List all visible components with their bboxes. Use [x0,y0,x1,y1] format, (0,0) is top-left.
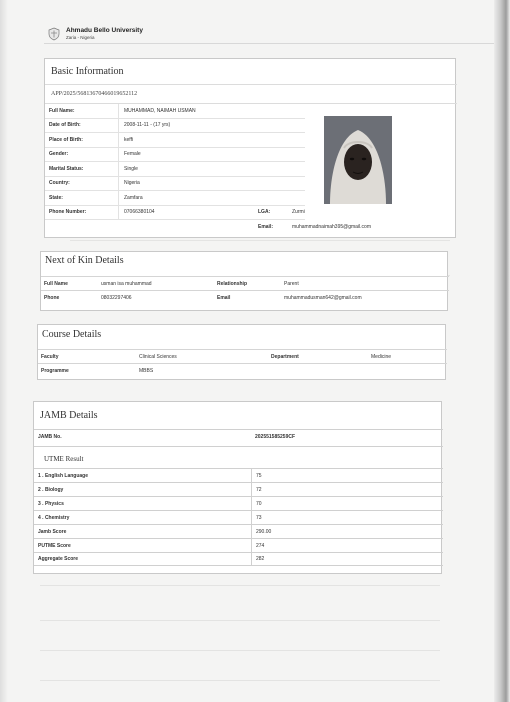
field-label: State: [49,194,63,201]
email-field [258,224,371,230]
table-row [34,482,443,496]
next-of-kin-table [41,276,449,304]
table-row [34,510,443,524]
next-of-kin-title: Next of Kin Details [45,255,124,266]
subject-label: 4 . Chemistry [38,514,70,521]
date-of-birth-value: 2008-11-11 - (17 yrs) [118,119,305,133]
phone-number-value: 07066380104 [118,206,305,220]
applicant-photo-icon [324,116,392,204]
table-row [45,191,305,206]
lga-field [258,209,305,215]
table-row [41,276,449,290]
kin-phone-label: Phone [44,294,60,301]
field-label: Phone Number: [49,209,87,216]
full-name-value: MUHAMMAD, NAIMAH USMAN [118,104,305,118]
field-label: Place of Birth: [49,136,83,143]
field-label: Marital Status: [49,165,84,172]
scan-edge-left [0,0,8,702]
marital-status-value: Single [118,162,305,176]
email-label: Email: [258,224,274,230]
kin-email-value: muhammadusman642@gmail.com [284,294,362,301]
course-details-title: Course Details [42,329,102,340]
divider [45,84,457,85]
table-row [45,162,305,177]
jamb-details-card [33,401,442,574]
next-of-kin-card [40,251,448,311]
subject-score: 75 [251,469,443,482]
header-divider [44,43,494,44]
subject-score: 73 [251,511,443,524]
utme-result-label: UTME Result [44,455,84,463]
university-name: Ahmadu Bello University [66,27,143,34]
field-label: Gender: [49,151,69,158]
basic-information-title: Basic Information [51,66,124,77]
place-of-birth-value: keffi [118,133,305,147]
programme-value: MBBS [139,367,154,374]
field-label: Date of Birth: [49,122,81,129]
jamb-no-label: JAMB No. [38,434,62,440]
lga-label: LGA: [258,209,271,215]
table-row [45,119,305,134]
university-crest-icon [47,27,61,41]
table-row [34,524,443,538]
faculty-value: Clinical Sciences [139,353,177,360]
email-value: muhammadnaimah395@gmail.com [292,224,371,230]
gender-value: Female [118,148,305,162]
kin-phone-value: 08032297406 [101,294,132,301]
table-row [34,468,443,482]
table-row [34,446,443,464]
table-row [45,177,305,192]
subject-label: 1 . English Language [38,472,89,479]
putme-score-value: 274 [251,539,443,552]
applicant-passport-photo [324,116,392,204]
course-details-card [37,324,446,380]
aggregate-score-value: 282 [251,553,443,565]
university-header [47,27,143,41]
subject-score: 70 [251,497,443,510]
scan-edge-right [494,0,510,702]
university-location: Zaria - Nigeria [66,35,95,40]
department-value: Medicine [371,353,392,360]
putme-score-label: PUTME Score [38,542,71,549]
basic-info-table [45,104,305,220]
basic-information-card [44,58,456,238]
programme-label: Programme [41,367,69,374]
kin-full-name-value: usman isa muhammad [101,280,152,287]
faculty-label: Faculty [41,353,59,360]
kin-relationship-label: Relationship [217,280,248,287]
jamb-score-value: 290.00 [251,525,443,538]
aggregate-score-label: Aggregate Score [38,556,79,562]
jamb-no-value: 202551585259CF [255,434,296,440]
table-row [41,290,449,304]
subject-label: 2 . Biology [38,486,64,493]
kin-relationship-value: Parent [284,280,299,287]
table-row [34,538,443,552]
field-label: Full Name: [49,107,75,114]
kin-email-label: Email [217,294,231,301]
table-row [38,349,447,363]
course-details-table [38,349,447,377]
jamb-score-label: Jamb Score [38,528,67,535]
subject-label: 3 . Physics [38,500,64,507]
state-value: Zamfara [118,191,305,205]
table-row [34,496,443,510]
subject-score: 72 [251,483,443,496]
table-row [34,429,443,444]
table-row [34,552,443,566]
field-label: Country: [49,180,70,187]
lga-value: Zurmi [292,209,305,215]
country-value: Nigeria [118,177,305,191]
jamb-details-title: JAMB Details [40,410,98,421]
application-number: APP/2025/56813670466019652112 [51,91,138,97]
kin-full-name-label: Full Name [44,280,68,287]
table-row [38,363,447,377]
department-label: Department [271,353,299,360]
table-row [45,148,305,163]
table-row [45,133,305,148]
table-row [45,104,305,119]
